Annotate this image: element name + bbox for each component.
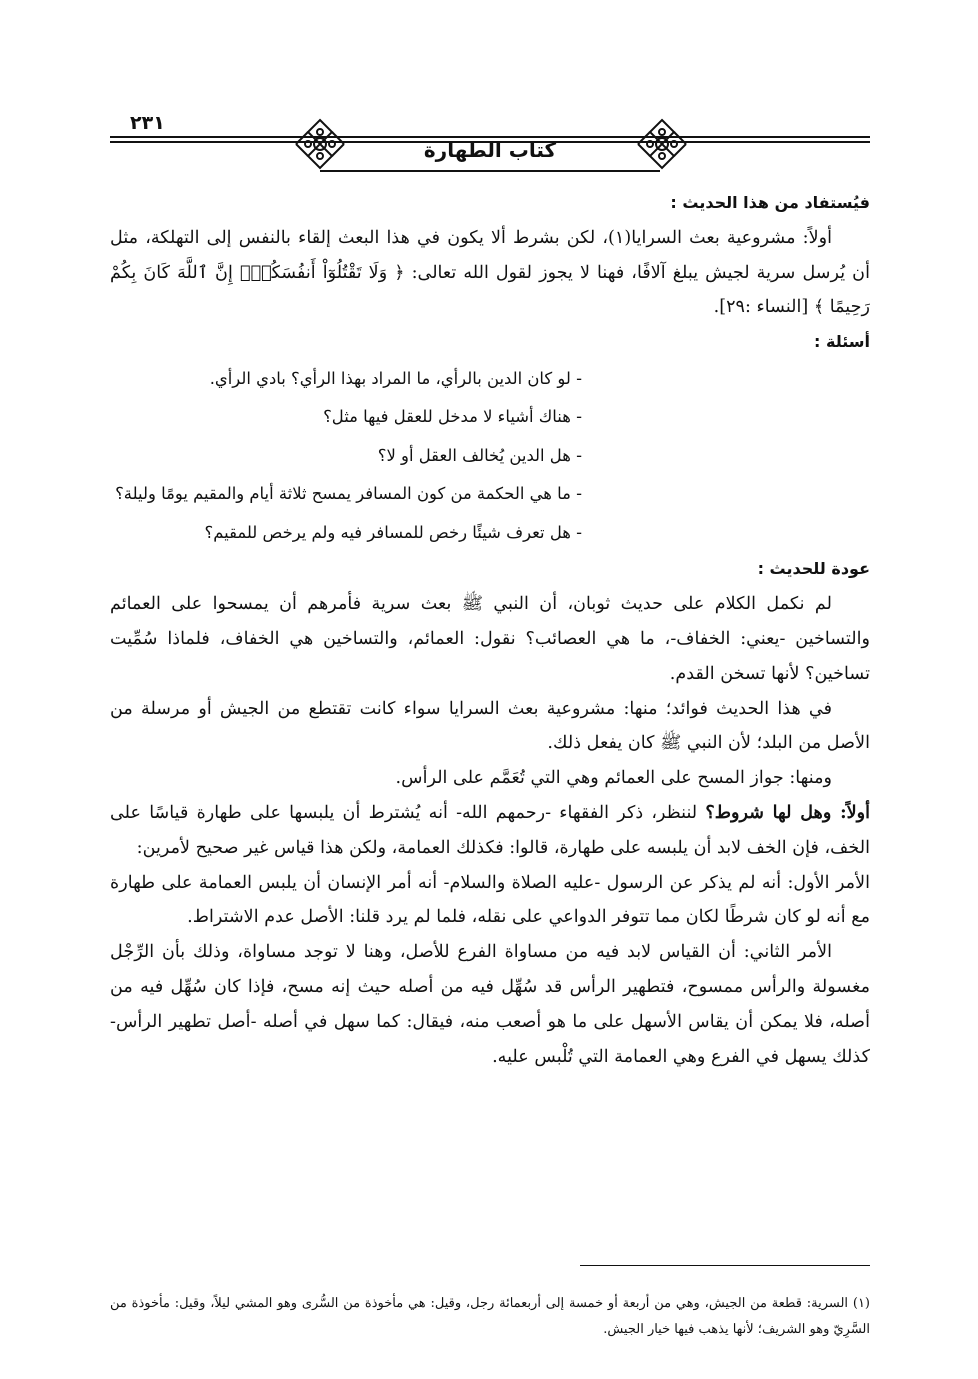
page-number: ٢٣١ bbox=[130, 112, 165, 134]
footnote-separator bbox=[580, 1265, 870, 1266]
page-body bbox=[110, 186, 870, 1074]
book-page bbox=[110, 108, 870, 1358]
paragraph: الأمر الأول: أنه لم يذكر عن الرسول -عليه الصلاة والسلام- أنه أمر الإنسان أن يلبس العمامة على طهارة مع أنه لو كان شرطًا لكان مما تتوفر الدواعي على نقله، فلما لم يرد قلنا: الأصل عدم الاشتراط. bbox=[110, 872, 870, 928]
paragraph-text: لننظر، ذكر الفقهاء -رحمهم الله- أنه يُشترط أن يلبسها على طهارة قياسًا على الخف، فإن الخف لابد أن يلبسه على طهارة، قالوا: فكذلك العمامة، ولكن هذا قياس غير صحيح لأمرين: bbox=[110, 803, 870, 858]
page-header bbox=[110, 108, 870, 178]
section-heading: أسئلة : bbox=[814, 332, 870, 352]
question-item: - لو كان الدين بالرأي، ما المراد بهذا الرأي؟ بادي الرأي. bbox=[209, 368, 582, 388]
question-item: - ما هي الحكمة من كون المسافر يمسح ثلاثة أيام والمقيم يومًا وليلة؟ bbox=[115, 484, 582, 504]
question-item: - هناك أشياء لا مدخل للعقل فيها مثل؟ bbox=[323, 407, 582, 427]
paragraph: أولاً: مشروعية بعث السرايا(١)، لكن بشرط ألا يكون في هذا البعث إلقاء بالنفس إلى التهلكة، مثل أن يُرسل سرية لجيش يبلغ آلافًا، فهنا لا يجوز لقول الله تعالى: ﴿ وَلَا تَقْتُلُوٓاْ أَنفُسَكُمْۚ إِنَّ ٱللَّهَ كَانَ بِكُمْ رَحِيمًا ﴾ [النساء :٢٩]. bbox=[110, 227, 870, 318]
paragraph bbox=[110, 796, 870, 866]
paragraph: في هذا الحديث فوائد؛ منها: مشروعية بعث السرايا سواء كانت تقتطع من الجيش أو مرسلة من الأصل من البلد؛ لأن النبي ﷺ كان يفعل ذلك. bbox=[110, 698, 870, 754]
paragraph: الأمر الثاني: أن القياس لابد فيه من مساواة الفرع للأصل، وهنا لا توجد مساواة، وذلك بأن الرِّجْل مغسولة والرأس ممسوح، فتطهير الرأس قد سُهِّل فيه من أصله حيث إنه مسح، فإذا كان سُهِّل فيه من أصله، فلا يمكن أن يقاس الأسهل على ما هو أصعب منه، فيقال: كما سهل في أصله -أصل تطهير الرأس- كذلك يسهل في الفرع وهي العمامة التي تُلْبس عليه. bbox=[110, 942, 870, 1067]
floral-ornament-icon bbox=[292, 116, 348, 172]
section-heading: عودة للحديث : bbox=[757, 559, 870, 579]
paragraph-lead: أولاً: وهل لها شروط؟ bbox=[705, 802, 870, 824]
section-heading: فيُستفاد من هذا الحديث : bbox=[670, 193, 870, 212]
paragraph: ومنها: جواز المسح على العمائم وهي التي تُعَمَّم على الرأس. bbox=[395, 768, 832, 789]
page-title: كتاب الطهارة bbox=[423, 138, 557, 162]
footnote: (١) السرية: قطعة من الجيش، وهي من أربعة أو خمسة إلى أربعمائة رجل، وقيل: هي مأخوذة من السُّرى وهو المشي ليلاً، وقيل: مأخوذة من السَّرِيّ وهو الشريف؛ لأنها يذهب فيها خيار الجيش. bbox=[110, 1296, 870, 1337]
question-item: - هل الدين يُخالف العقل أو لا؟ bbox=[377, 445, 582, 465]
paragraph: لم نكمل الكلام على حديث ثوبان، أن النبي ﷺ بعث سرية فأمرهم أن يمسحوا على العمائم والتساخين -يعني: الخفاف-، ما هي العصائب؟ نقول: العمائم، والتساخين هي الخفاف، فلماذا سُمِّيت تساخين؟ لأنها تسخن القدم. bbox=[110, 594, 870, 684]
header-rule-bottom bbox=[320, 170, 660, 172]
question-item: - هل تعرف شيئًا رخص للمسافر فيه ولم يرخص للمقيم؟ bbox=[204, 522, 582, 542]
